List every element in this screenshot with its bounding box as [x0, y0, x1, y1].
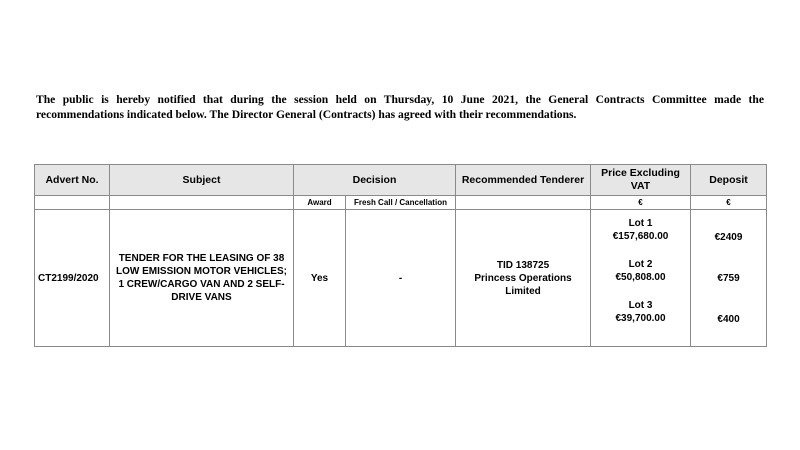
subheader-empty-subject [110, 196, 294, 210]
lot-price: €50,808.00 [615, 271, 666, 283]
header-subject: Subject [110, 165, 294, 196]
lot-price: €39,700.00 [615, 312, 666, 324]
lot-label: Lot 3 [628, 299, 653, 311]
subheader-row [35, 196, 767, 210]
subheader-award: Award [294, 196, 346, 210]
subheader-empty-tenderer [456, 196, 591, 210]
header-row [35, 165, 767, 196]
deposit-cell [691, 210, 767, 347]
header-deposit: Deposit [691, 165, 767, 196]
lot-label: Lot 1 [628, 217, 653, 229]
lot-label: Lot 2 [628, 258, 653, 270]
subheader-price-currency: € [591, 196, 691, 210]
header-decision: Decision [294, 165, 456, 196]
lot-price: €157,680.00 [612, 230, 669, 242]
lot-deposit: €759 [717, 272, 740, 284]
lot-deposit: €400 [717, 313, 740, 325]
lot-price-item [594, 299, 687, 340]
tenderer-cell [456, 210, 591, 347]
lot-deposit: €2409 [714, 231, 743, 243]
contracts-table [34, 164, 767, 347]
tenderer-name: Princess Operations Limited [474, 272, 572, 297]
tenderer-id: TID 138725 [496, 259, 550, 271]
award-cell: Yes [294, 210, 346, 347]
price-cell [591, 210, 691, 347]
subheader-empty-advert [35, 196, 110, 210]
fresh-call-cell: - [346, 210, 456, 347]
subheader-fresh-call: Fresh Call / Cancellation [346, 196, 456, 210]
header-advert-no: Advert No. [35, 165, 110, 196]
subject-cell: TENDER FOR THE LEASING OF 38 LOW EMISSION MOTOR VEHICLES; 1 CREW/CARGO VAN AND 2 SELF-DRIVE VANS [110, 210, 294, 347]
subheader-deposit-currency: € [691, 196, 767, 210]
table-row [35, 210, 767, 347]
lot-price-item [594, 217, 687, 258]
advert-no-cell: CT2199/2020 [35, 210, 110, 347]
lot-price-item [594, 258, 687, 299]
header-recommended-tenderer: Recommended Tenderer [456, 165, 591, 196]
public-notice: The public is hereby notified that during the session held on Thursday, 10 June 2021, the General Contracts Committee made the recommendations indicated below. The Director General (Contracts) has agreed with their recommendations. [36, 93, 764, 121]
header-price-excluding-vat: Price Excluding VAT [591, 165, 691, 196]
